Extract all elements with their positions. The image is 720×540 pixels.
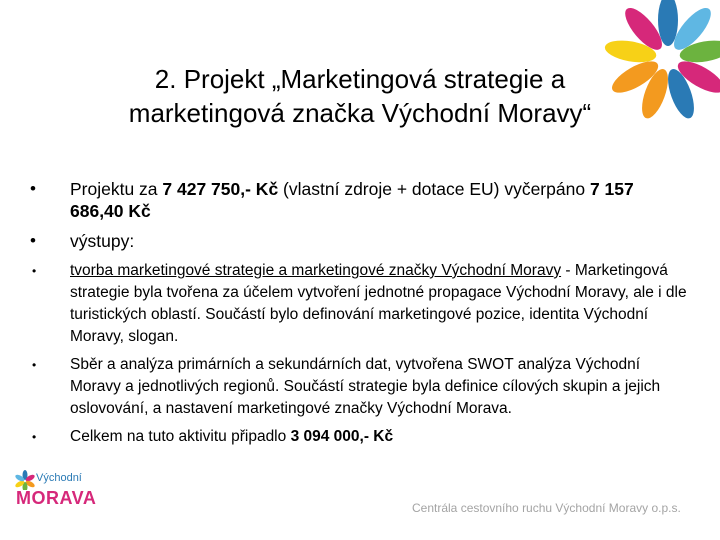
subbullet-underlined: tvorba marketingové strategie a marketingové značky Východní Moravy: [70, 262, 562, 279]
bullet-bold-amount: 7 427 750,- Kč: [162, 179, 279, 199]
bullet-text: (vlastní zdroje + dotace EU) vyčerpáno: [278, 179, 590, 199]
logo-main-text: MORAVA: [16, 488, 97, 508]
bullet-item: [28, 178, 690, 222]
subbullet-item: [28, 426, 690, 448]
title-line-1: 2. Projekt „Marketingová strategie a: [154, 64, 566, 94]
subbullet-item: [28, 354, 690, 420]
bullet-icon: •: [30, 231, 36, 250]
vychodni-morava-logo-icon: [14, 470, 36, 490]
subbullet-bold-amount: 3 094 000,- Kč: [290, 428, 394, 445]
subbullet-item: [28, 260, 690, 348]
bullet-icon: •: [30, 179, 36, 198]
footer-organization: Centrála cestovního ruchu Východní Moravy o.p.s.: [412, 501, 681, 515]
slide-content: [28, 178, 690, 454]
logo-top-text: Východní: [36, 472, 82, 484]
bullet-icon: •: [32, 358, 37, 372]
bullet-text: Projektu za: [70, 179, 163, 199]
bullet-text: výstupy:: [70, 231, 135, 251]
subbullet-text: - Marketingová strategie byla tvořena za účelem vytvoření jednotné propagace Východní Moravy, ale i dle turistických oblastí. Součástí bylo definování marketingové pozice, identita Východní Moravy, slogan.: [70, 262, 687, 345]
bullet-bold-amount: 7 157 686,40 Kč: [70, 179, 634, 221]
slide-title: [40, 62, 680, 130]
title-line-2: marketingová značka Východní Moravy“: [128, 98, 592, 128]
bullet-icon: •: [32, 264, 37, 278]
subbullet-text: Sběr a analýza primárních a sekundárních dat, vytvořena SWOT analýza Východní Moravy a jednotlivých regionů. Součástí strategie byla definice cílových skupin a jejich oslovování, a nastavení marketingové značky Východní Morava.: [70, 356, 661, 417]
subbullet-text: Celkem na tuto aktivitu připadlo: [70, 428, 291, 445]
vychodni-morava-logo: [14, 470, 104, 520]
bullet-item: [28, 230, 690, 252]
bullet-icon: •: [32, 430, 37, 444]
